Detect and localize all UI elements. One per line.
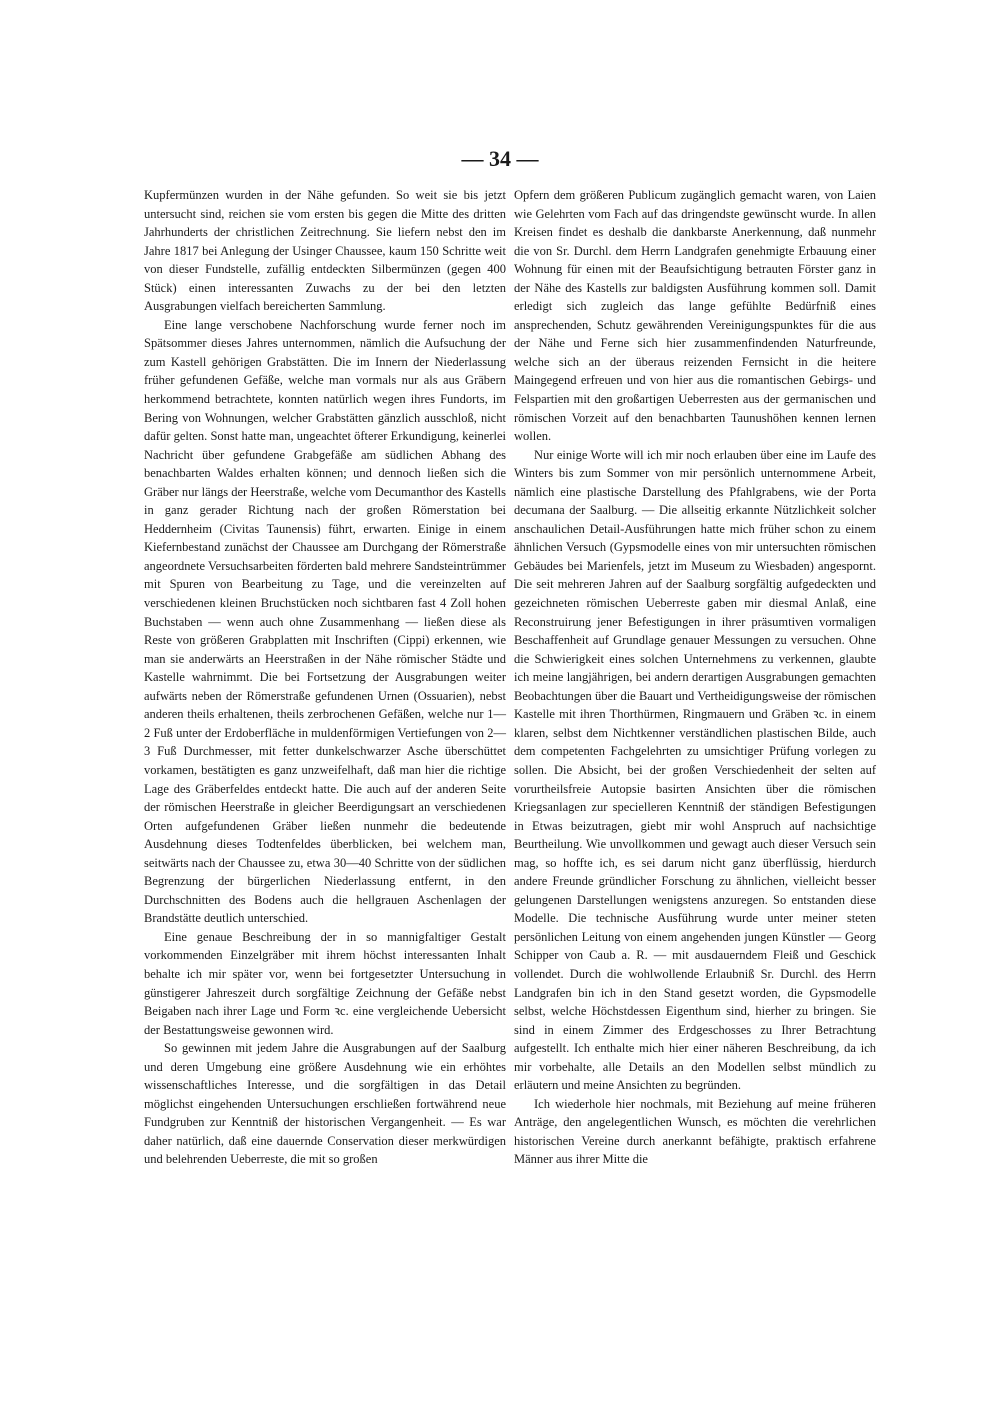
right-column <box>514 186 876 1169</box>
paragraph: Opfern dem größeren Publicum zugänglich gemacht waren, von Laien wie Gelehrten vom Fach auf das dringendste gewünscht wurde. In allen Kreisen findet es deshalb die dankbarste Anerkennung, daß nunmehr die von Sr. Durchl. dem Herrn Landgrafen genehmigte Erbauung einer Wohnung für einen mit der Beaufsichtigung betrauten Förster ganz in der Nähe des Kastells zur baldigsten Ausführung kommen soll. Damit erledigt sich zugleich das lange gefühlte Bedürfniß eines ansprechenden, Schutz gewährenden Vereinigungspunktes für die aus der Nähe und Ferne sich hier zusammenfindenden Naturfreunde, welche sich an der überaus reizenden Fernsicht in die heitere Maingegend erfreuen und von hier aus die romantischen Gebirgs- und Felspartien mit den großartigen Ueberresten aus der germanischen und römischen Vorzeit auf den benachbarten Taunushöhen kennen lernen wollen. <box>514 188 876 444</box>
paragraph: Kupfermünzen wurden in der Nähe gefunden. So weit sie bis jetzt untersucht sind, reichen sie vom ersten bis gegen die Mitte des dritten Jahrhunderts der christlichen Zeitrechnung. Sie liefern nebst den im Jahre 1817 bei Anlegung der Usinger Chaussee, kaum 150 Schritte weit von dieser Fundstelle, zufällig entdeckten Silbermünzen (gegen 400 Stück) einen interessanten Zuwachs zu der bei den letzten Ausgrabungen vielfach bereicherten Sammlung. <box>144 188 506 314</box>
page-number: — 34 — <box>461 146 539 171</box>
paragraph: So gewinnen mit jedem Jahre die Ausgrabungen auf der Saalburg und deren Umgebung eine größere Ausdehnung wie ein erhöhtes wissenschaftliches Interesse, und die sorgfältigen in das Detail möglichst eingehenden Untersuchungen erschließen fortwährend neue Fundgruben zur Kenntniß der historischen Vergangenheit. — Es war daher natürlich, daß eine dauernde Conservation dieser merkwürdigen und belehrenden Ueberreste, die mit so großen <box>144 1041 506 1167</box>
paragraph: Ich wiederhole hier nochmals, mit Beziehung auf meine früheren Anträge, den angelegentlichen Wunsch, es möchten die verehrlichen historischen Vereine durch anerkannt befähigte, praktisch erfahrene Männer aus ihrer Mitte die <box>514 1096 876 1167</box>
paragraph: Eine lange verschobene Nachforschung wurde ferner noch im Spätsommer dieses Jahres unternommen, nämlich die Aufsuchung der zum Kastell gehörigen Grabstätten. Die im Innern der Niederlassung früher gefundenen Gefäße, welche man vormals nur als aus Gräbern herkommend betrachtete, konnten natürlich wegen ihres Fundorts, im Bering von Wohnungen, welcher Grabstätten gänzlich ausschloß, nicht dafür gelten. Sonst hatte man, ungeachtet öfterer Erkundigung, keinerlei Nachricht über gefundene Grabgefäße am südlichen Abhang des benachbarten Waldes erhalten können; und dennoch ließen sich die Gräber nur längs der Heerstraße, welche vom Decumanthor des Kastells in ganz gerader Richtung nach der großen Römerstation bei Heddernheim (Civitas Taunensis) führt, erwarten. Einige in einem Kiefernbestand zunächst der Chaussee am Durchgang der Römerstraße angeordnete Versuchsarbeiten förderten bald mehrere Sandsteintrümmer mit Spuren von Bearbeitung zu Tage, und die vereinzelten auf verschiedenen kleinen Bruchstücken noch sichtbaren fast 4 Zoll hohen Buchstaben — wenn auch ohne Zusammenhang — ließen diese als Reste von größeren Grabplatten mit Inschriften (Cippi) erkennen, wie man sie anderwärts an Heerstraßen in der Nähe römischer Städte und Kastelle wahrnimmt. Die bei Fortsetzung der Ausgrabungen weiter aufwärts neben der Römerstraße gefundenen Urnen (Ossuarien), nebst anderen theils erhaltenen, theils zerbrochenen Gefäßen, welche nur 1—2 Fuß unter der Erdoberfläche in muldenförmigen Vertiefungen von 2—3 Fuß Durchmesser, mit fetter dunkelschwarzer Asche überschüttet vorkamen, bestätigten es ganz unzweifelhaft, daß man hier die richtige Lage des Gräberfeldes entdeckt hatte. Die auch auf der anderen Seite der römischen Heerstraße in gleicher Beerdigungsart an verschiedenen Orten aufgefundenen Gräber ließen nunmehr die bedeutende Ausdehnung dieses Todtenfeldes überblicken, bei welchem man, seitwärts nach der Chaussee zu, etwa 30—40 Schritte von der südlichen Begrenzung der bürgerlichen Niederlassung entfernt, in den Durchschnitten des Bodens auch die hellgrauen Aschenlagen der Brandstätte deutlich unterschied. <box>144 317 506 926</box>
paragraph: Nur einige Worte will ich mir noch erlauben über eine im Laufe des Winters bis zum Sommer von mir persönlich unternommene Arbeit, nämlich eine plastische Darstellung des Pfahlgrabens, wie der Porta decumana der Saalburg. — Die allseitig erkannte Nützlichkeit solcher anschaulichen Detail-Ausführungen hatte mich früher schon zu einem ähnlichen Versuch (Gypsmodelle eines von mir untersuchten römischen Gebäudes bei Marienfels, jetzt im Museum zu Wiesbaden) angespornt. Die seit mehreren Jahren auf der Saalburg sorgfältig aufgedeckten und gezeichneten römischen Ueberreste gaben mir diesmal Anlaß, eine Reconstruirung jener Befestigungen in ihrer präsumtiven vormaligen Beschaffenheit auf Grundlage genauer Messungen zu versuchen. Ohne die Schwierigkeit eines solchen Unternehmens zu verkennen, glaubte ich meine langjährigen, bei andern derartigen Ausgrabungen gemachten Beobachtungen über die Bauart und Vertheidigungsweise der römischen Kastelle mit ihren Thorthürmen, Ringmauern und Gräben ꝛc. in einem klaren, selbst dem Nichtkenner verständlichen plastischen Bilde, auch dem competenten Fachgelehrten zu umsichtiger Prüfung vorlegen zu sollen. Die Absicht, bei der großen Verschiedenheit der selten auf vorurtheilsfreie Autopsie basirten Ansichten über die römischen Kriegsanlagen zur specielleren Kenntniß der ständigen Befestigungen in Etwas beizutragen, giebt mir wohl Anspruch auf nachsichtige Beurtheilung. Wie unvollkommen und gewagt auch dieser Versuch sein mag, so hoffte ich, es sei darum nicht ganz überflüssig, hierdurch andere Freunde gründlicher Forschung zu ähnlichen, vielleicht besser gelungenen Darstellungen wenigstens anzuregen. So entstanden diese Modelle. Die technische Ausführung wurde unter meiner steten persönlichen Leitung von einem angehenden jungen Künstler — Georg Schipper von Caub a. R. — mit ausdauerndem Fleiß und Geschick vollendet. Durch die wohlwollende Erlaubniß Sr. Durchl. des Herrn Landgrafen bin ich in den Stand gesetzt worden, die Gypsmodelle selbst, welche Höchstdessen Eigenthum sind, hierher zu bringen. Sie sind in einem Zimmer des Erdgeschosses zu Ihrer Betrachtung aufgestellt. Ich enthalte mich hier einer näheren Beschreibung, da ich mir vorbehalte, alle Details an den Modellen selbst mündlich zu erläutern und meine Ansichten zu begründen. <box>514 447 876 1093</box>
paragraph: Eine genaue Beschreibung der in so mannigfaltiger Gestalt vorkommenden Einzelgräber mit ihrem höchst interessanten Inhalt behalte ich mir später vor, wenn bei fortgesetzter Untersuchung in günstigerer Jahreszeit durch sorgfältige Zeichnung der Gefäße nebst Beigaben nach ihrer Lage und Form ꝛc. eine vergleichende Uebersicht der Bestattungsweise gewonnen wird. <box>144 929 506 1037</box>
left-column <box>144 186 506 1169</box>
